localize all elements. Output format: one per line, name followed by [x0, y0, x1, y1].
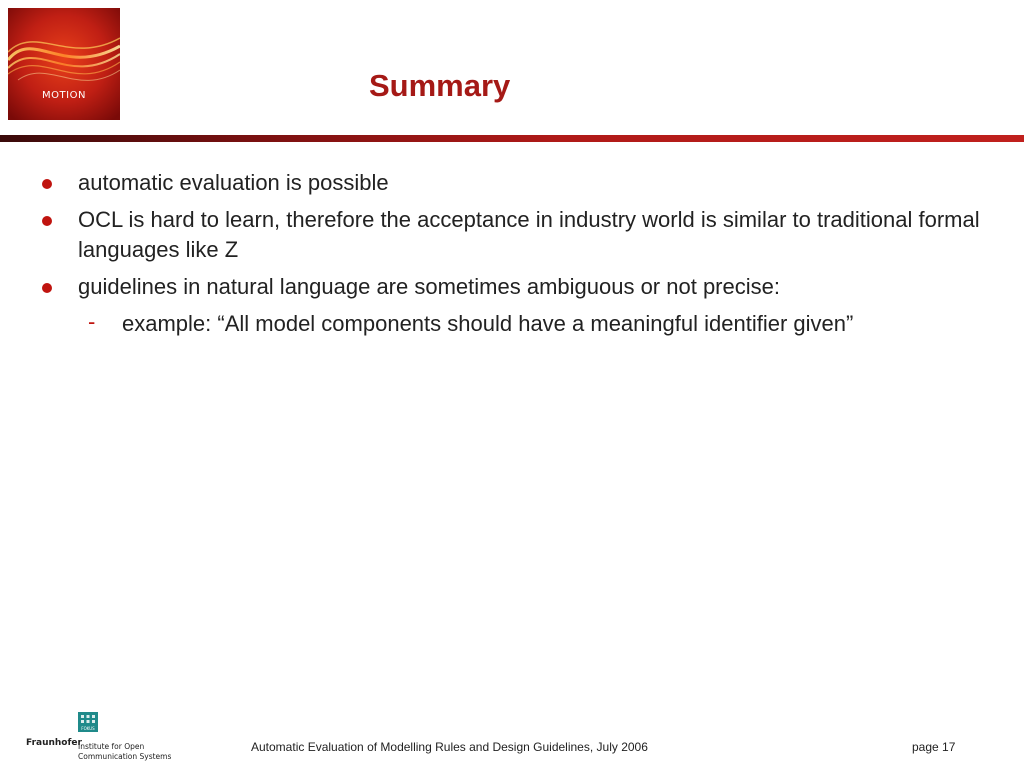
motion-logo-label: MOTION	[42, 90, 86, 101]
bullet-dot-icon	[42, 216, 52, 226]
bullet-text: automatic evaluation is possible	[78, 170, 389, 195]
footer-caption: Automatic Evaluation of Modelling Rules and Design Guidelines, July 2006	[251, 740, 648, 754]
fokus-label: FOKUS	[81, 726, 95, 731]
page-number: page 17	[912, 740, 956, 754]
slide-title: Summary	[369, 68, 511, 103]
title-divider	[0, 135, 1024, 142]
fokus-logo-icon	[78, 712, 98, 732]
sub-bullet-text: example: “All model components should have a meaningful identifier given”	[122, 311, 854, 336]
bullet-item	[40, 205, 1000, 265]
motion-logo-graphic	[8, 8, 120, 120]
fraunhofer-logo	[26, 712, 176, 764]
fraunhofer-wordmark: Fraunhofer	[26, 738, 82, 748]
slide-content	[40, 168, 1000, 339]
bullet-item	[40, 168, 1000, 198]
bullet-text: OCL is hard to learn, therefore the acceptance in industry world is similar to traditional formal languages like Z	[78, 207, 980, 262]
bullet-text: guidelines in natural language are sometimes ambiguous or not precise:	[78, 274, 780, 299]
bullet-item	[40, 272, 1000, 302]
bullet-dot-icon	[42, 283, 52, 293]
institute-name	[78, 742, 171, 762]
institute-line: Communication Systems	[78, 752, 172, 761]
dash-icon: -	[88, 309, 96, 334]
motion-logo	[8, 8, 120, 120]
bullet-dot-icon	[42, 179, 52, 189]
sub-bullet-item	[40, 309, 1000, 339]
institute-line: Institute for Open	[78, 742, 145, 751]
